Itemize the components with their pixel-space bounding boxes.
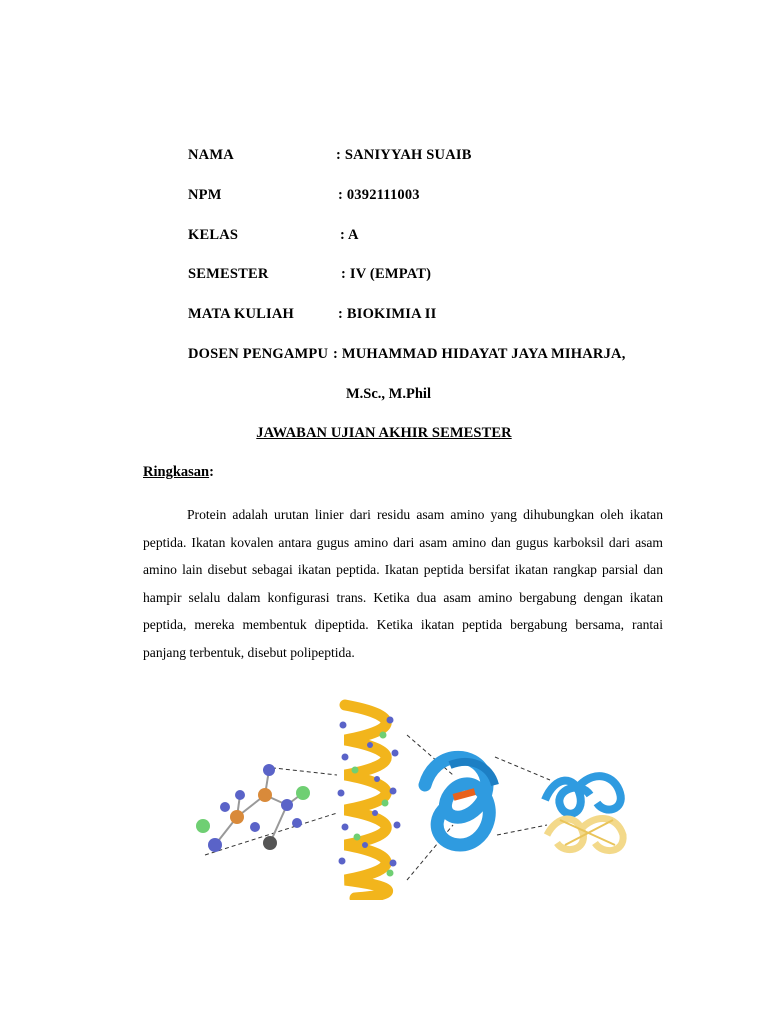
protein-structure-illustration [185, 695, 655, 900]
amino-acid-molecule [196, 764, 310, 852]
npm-label: NPM [188, 187, 222, 203]
section-heading [143, 464, 214, 481]
summary-paragraph: Protein adalah urutan linier dari residu asam amino yang dihubungkan oleh ikatan peptida. Ikatan kovalen antara gugus amino dari asam amino dan gugus karboksil dari asam amino lain disebut sebagai ikatan peptida. Ikatan peptida bersifat ikatan rangkap parsial dan hampir selalu dalam konfigurasi trans. Ketika dua asam amino bergabung dengan ikatan peptida, mereka membentuk dipeptida. Ketika ikatan peptida bergabung bersama, rantai panjang terbentuk, disebut polipeptida. [143, 507, 663, 660]
npm-value: : 0392111003 [338, 187, 420, 203]
quaternary-structure [545, 776, 623, 850]
dosen-value: : MUHAMMAD HIDAYAT JAYA MIHARJA, [333, 346, 626, 362]
nama-value: : SANIYYAH SUAIB [336, 147, 472, 163]
tertiary-structure-ribbon [425, 757, 495, 845]
nama-label: NAMA [188, 147, 234, 163]
dosen-degree: M.Sc., M.Phil [346, 386, 431, 402]
matkul-label: MATA KULIAH [188, 306, 294, 322]
matkul-value: : BIOKIMIA II [338, 306, 437, 322]
semester-label: SEMESTER [188, 266, 269, 282]
document-title: JAWABAN UJIAN AKHIR SEMESTER [256, 425, 512, 441]
kelas-label: KELAS [188, 227, 239, 243]
dosen-label: DOSEN PENGAMPU [188, 346, 329, 362]
section-heading-text: Ringkasan [143, 464, 210, 480]
semester-value: : IV (EMPAT) [341, 266, 432, 282]
kelas-value: : A [340, 227, 359, 243]
section-heading-colon: : [209, 464, 214, 480]
alpha-helix [338, 705, 401, 898]
